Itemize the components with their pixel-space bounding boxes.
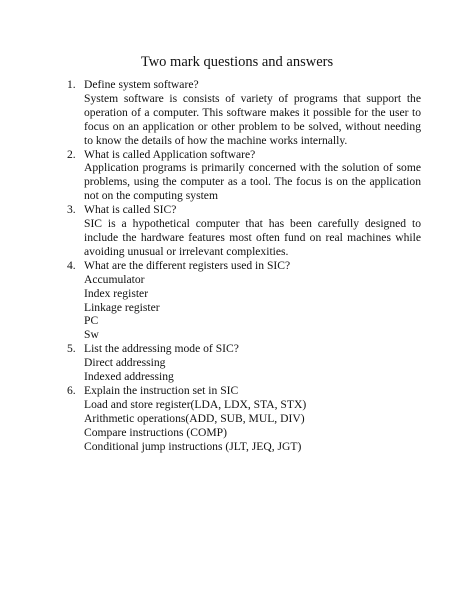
item-number: 3. <box>67 203 76 217</box>
item-number: 4. <box>67 258 76 272</box>
question-text: What are the different registers used in SIC? <box>84 258 291 272</box>
qa-item-1 <box>67 78 421 148</box>
answer-line: Indexed addressing <box>84 370 174 384</box>
answer-line: Compare instructions (COMP) <box>84 425 227 439</box>
question-text: List the addressing mode of SIC? <box>84 342 239 356</box>
qa-list <box>67 78 421 453</box>
answer-paragraph: SIC is a hypothetical computer that has been carefully designed to include the hardware features most often fund on real machines while avoiding unusual or irrelevant complexities. <box>84 217 421 258</box>
answer-paragraph: System software is consists of variety of programs that support the operation of a computer. This software makes it possible for the user to focus on an application or other problem to be solved, without needing to know the details of how the machine works internally. <box>84 91 421 147</box>
question-text: What is called Application software? <box>84 147 256 161</box>
answer-line: Sw <box>84 328 99 342</box>
answer-line: Load and store register(LDA, LDX, STA, STX) <box>84 397 307 411</box>
question-text: Define system software? <box>84 78 199 91</box>
question-text: Explain the instruction set in SIC <box>84 383 239 397</box>
qa-item-4 <box>67 259 421 342</box>
question-text: What is called SIC? <box>84 203 177 217</box>
answer-line: Arithmetic operations(ADD, SUB, MUL, DIV) <box>84 411 305 425</box>
answer-line: Linkage register <box>84 300 160 314</box>
answer-line: Conditional jump instructions (JLT, JEQ, JGT) <box>84 439 302 453</box>
qa-item-3 <box>67 203 421 259</box>
answer-line: Accumulator <box>84 272 145 286</box>
answer-paragraph: Application programs is primarily concerned with the solution of some problems, using the computer as a tool. The focus is on the application not on the computing system <box>84 161 421 203</box>
item-number: 1. <box>67 78 76 91</box>
item-number: 6. <box>67 383 76 397</box>
answer-line: Direct addressing <box>84 356 166 370</box>
qa-item-6 <box>67 384 421 454</box>
page-title: Two mark questions and answers <box>140 54 334 70</box>
item-number: 5. <box>67 342 76 356</box>
qa-item-2 <box>67 148 421 204</box>
answer-line: PC <box>84 314 99 328</box>
qa-item-5 <box>67 342 421 384</box>
answer-line: Index register <box>84 286 149 300</box>
item-number: 2. <box>67 147 76 161</box>
